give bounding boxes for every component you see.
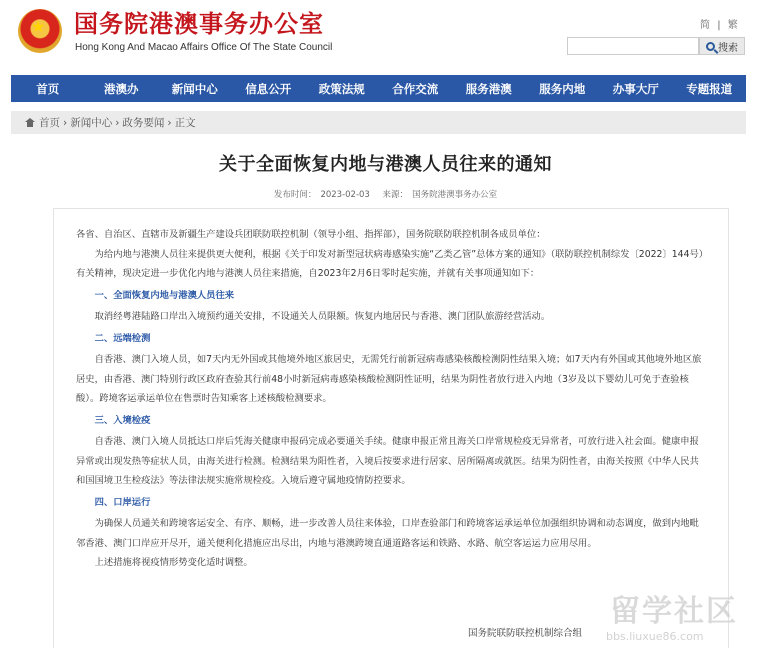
lang-divider: | — [717, 20, 721, 31]
breadcrumb-gov-news[interactable]: 政务要闻 — [122, 117, 165, 129]
article-title: 关于全面恢复内地与港澳人员往来的通知 — [219, 154, 552, 175]
nav-item-service-hall[interactable]: 办事大厅 — [612, 81, 659, 96]
article-source: 国务院港澳事务办公室 — [412, 190, 498, 200]
watermark-logo-text: 留学社区 — [610, 594, 738, 629]
nav-item-policy[interactable]: 政策法规 — [318, 81, 365, 96]
section-paragraph: 为确保人员通关和跨境客运安全、有序、顺畅，进一步改善人员往来体验，口岸查验部门和跨境客运承运单位加强组织协调和动态调度，做到内地毗邻香港、澳门口岸应开尽开，通关便利化措施应出尽出，内地与港澳跨境直通道路客运和铁路、水路、航空客运运力应用尽用。 — [76, 518, 699, 549]
salutation: 各省、自治区、直辖市及新疆生产建设兵团联防联控机制（领导小组、指挥部），国务院联防联控机制各成员单位： — [76, 229, 546, 240]
search-button[interactable] — [699, 37, 745, 55]
nav-item-cooperation[interactable]: 合作交流 — [392, 81, 439, 96]
search-button-label: 搜索 — [718, 42, 738, 54]
nav-item-serve-hkmo[interactable]: 服务港澳 — [465, 81, 512, 96]
simplified-link[interactable]: 简 — [700, 20, 710, 31]
national-emblem-icon: ★ — [18, 9, 62, 53]
section-paragraph: 取消经粤港陆路口岸出入境预约通关安排，不设通关人员限额。恢复内地居民与香港、澳门团队旅游经营活动。 — [94, 311, 551, 322]
nav-item-office[interactable]: 港澳办 — [104, 81, 139, 96]
breadcrumb — [11, 111, 746, 134]
nav-item-news[interactable]: 新闻中心 — [171, 81, 218, 96]
site-title-cn[interactable]: 国务院港澳事务办公室 — [74, 10, 324, 38]
watermark-url: bbs.liuxue86.com — [606, 630, 704, 643]
site-title-en: Hong Kong And Macao Affairs Office Of The State Council — [75, 42, 333, 53]
breadcrumb-separator: › — [167, 116, 172, 129]
breadcrumb-home[interactable]: 首页 — [39, 117, 60, 129]
traditional-link[interactable]: 繁 — [727, 20, 738, 31]
section-paragraph: 自香港、澳门入境人员，如7天内无外国或其他境外地区旅居史，无需凭行前新冠病毒感染核酸检测阴性结果入境；如7天内有外国或其他境外地区旅居史，由香港、澳门特别行政区政府查验其行前48小时新冠病毒感染核酸检测阴性证明，结果为阴性者放行进入内地（3岁及以下婴幼儿可免于查验核酸）。跨境客运承运单位在售票时告知乘客上述核酸检测要求。 — [76, 354, 702, 404]
intro-paragraph: 为给内地与港澳人员往来提供更大便利，根据《关于印发对新型冠状病毒感染实施“乙类乙管”总体方案的通知》（联防联控机制综发〔2022〕144号）有关精神，现决定进一步优化内地与港澳人员往来措施，自2023年2月6日零时起实施，并就有关事项通知如下： — [76, 248, 704, 279]
breadcrumb-separator: › — [63, 116, 68, 129]
section-heading: 四、口岸运行 — [94, 496, 151, 508]
search-input[interactable] — [567, 37, 699, 55]
section-heading: 二、远端检测 — [94, 332, 151, 344]
section-heading: 一、全面恢复内地与港澳人员往来 — [94, 289, 235, 301]
main-nav — [11, 75, 746, 102]
publish-date: 2023-02-03 — [320, 190, 370, 200]
breadcrumb-current: 正文 — [174, 117, 196, 129]
site-header — [0, 0, 771, 72]
breadcrumb-news[interactable]: 新闻中心 — [70, 117, 113, 129]
search-icon — [706, 42, 715, 51]
signature: 国务院联防联控机制综合组 — [468, 628, 583, 639]
language-switch — [700, 16, 742, 31]
nav-item-serve-mainland[interactable]: 服务内地 — [539, 81, 586, 96]
article-meta — [0, 188, 771, 200]
section-heading: 三、入境检疫 — [94, 414, 151, 426]
breadcrumb-separator: › — [115, 116, 120, 129]
closing-paragraph: 上述措施将视疫情形势变化适时调整。 — [94, 557, 253, 568]
nav-item-home[interactable]: 首页 — [36, 81, 60, 96]
section-paragraph: 自香港、澳门入境人员抵达口岸后凭海关健康申报码完成必要通关手续。健康申报正常且海关口岸常规检疫无异常者，可放行进入社会面。健康申报异常或出现发热等症状人员，由海关进行检测。检测结果为阳性者，入境后按要求进行居家、居所隔离或就医。结果为阴性者，由海关按照《中华人民共和国国境卫生检疫法》等法律法规实施常规检疫。入境后遵守属地疫情防控要求。 — [76, 436, 699, 486]
date-label: 发布时间： — [273, 190, 317, 200]
source-label: 来源： — [382, 190, 409, 200]
home-icon — [25, 118, 35, 127]
nav-item-special[interactable]: 专题报道 — [686, 81, 733, 96]
nav-item-info[interactable]: 信息公开 — [245, 81, 292, 96]
article-body — [53, 208, 729, 648]
